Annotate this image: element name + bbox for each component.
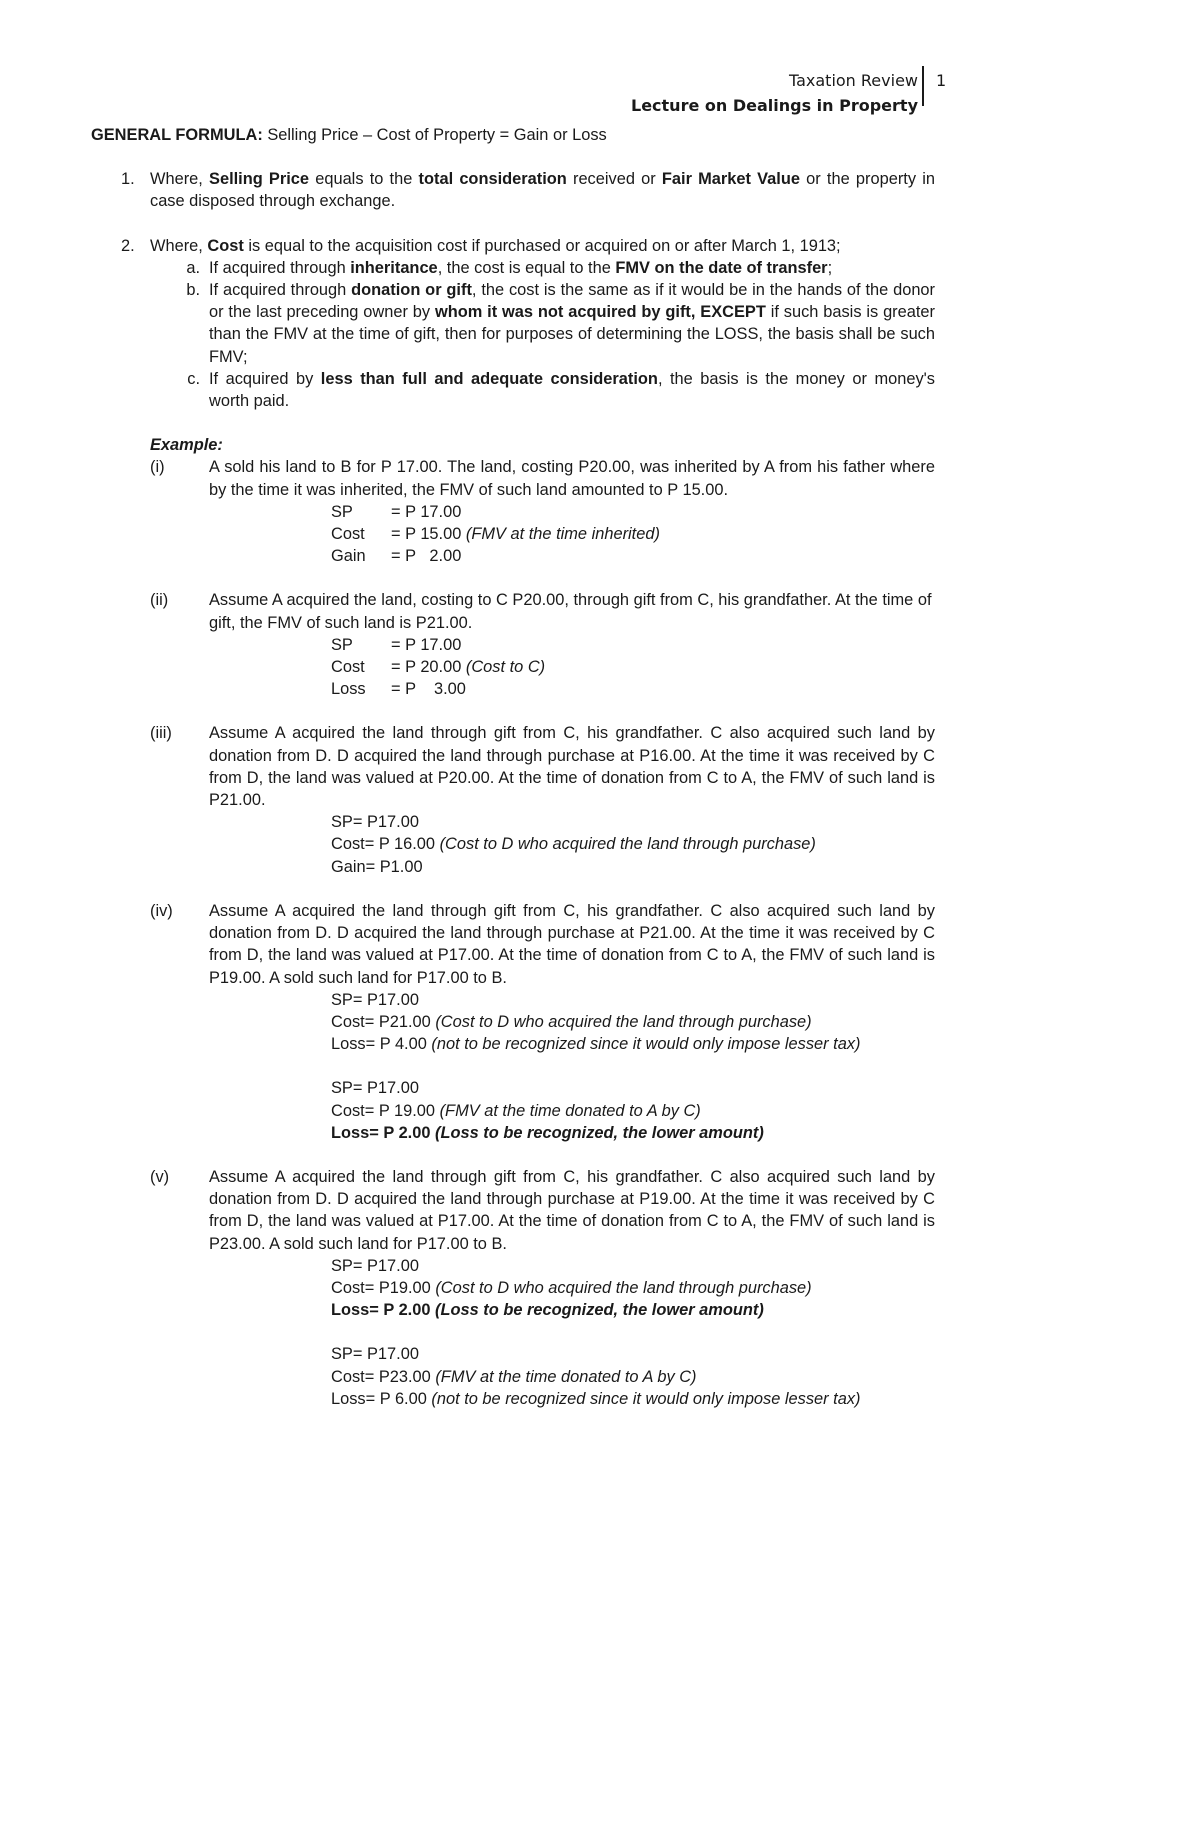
example-iii	[91, 722, 935, 811]
example-heading: Example:	[150, 436, 223, 455]
formula-label: GENERAL FORMULA:	[91, 126, 263, 144]
document-body	[91, 124, 935, 1410]
example-iii-calculation: SP= P17.00 Cost= P 16.00 (Cost to D who acquired the land through purchase) Gain= P1.00	[331, 813, 816, 876]
item-text: Where, Cost is equal to the acquisition cost if purchased or acquired on or after March 1, 1913;	[150, 236, 841, 255]
item-number: 1.	[121, 170, 135, 189]
example-number: (ii)	[150, 591, 169, 610]
header-subtitle: Lecture on Dealings in Property	[631, 96, 918, 115]
item-text: Where, Selling Price equals to the total consideration received or Fair Market Value or the property in case disposed through exchange.	[150, 170, 935, 211]
example-text: Assume A acquired the land, costing to C P20.00, through gift from C, his grandfather. At the time of gift, the FMV of such land is P21.00.	[209, 591, 932, 632]
formula-text: Selling Price – Cost of Property = Gain or Loss	[262, 126, 607, 144]
example-number: (i)	[150, 458, 165, 477]
example-ii	[91, 589, 935, 633]
example-ii-calculation: SP = P 17.00 Cost = P 20.00 (Cost to C) Loss = P 3.00	[331, 635, 546, 699]
example-text: Assume A acquired the land through gift from C, his grandfather. C also acquired such land by donation from D. D acquired the land through purchase at P16.00. At the time it was received by C from D, the land was valued at P20.00. At the time of donation from C to A, the FMV of such land is P21.00.	[209, 724, 935, 810]
list-item-1	[91, 168, 935, 212]
example-i-calculation: SP = P 17.00 Cost = P 15.00 (FMV at the time inherited) Gain = P 2.00	[331, 502, 660, 566]
example-text: A sold his land to B for P 17.00. The land, costing P20.00, was inherited by A from his father where by the time it was inherited, the FMV of such land amounted to P 15.00.	[209, 458, 935, 499]
header-title: Taxation Review	[788, 71, 918, 90]
example-number: (iii)	[150, 724, 172, 743]
sub-item-b	[91, 279, 935, 368]
sub-item-c	[91, 368, 935, 412]
sub-item-text: If acquired through inheritance, the cost is equal to the FMV on the date of transfer;	[209, 258, 833, 277]
example-i	[91, 456, 935, 500]
sub-item-letter: b.	[186, 281, 200, 300]
item-number: 2.	[121, 236, 135, 255]
list-item-2	[91, 235, 935, 257]
sub-item-text: If acquired by less than full and adequate consideration, the basis is the money or money's worth paid.	[209, 369, 935, 411]
sub-item-letter: c.	[187, 369, 200, 388]
sub-item-text: If acquired through donation or gift, the cost is the same as if it would be in the hands of the donor or the last preceding owner by whom it was not acquired by gift, EXCEPT if such basis is greater than the FMV at the time of gift, then for purposes of determining the LOSS, the basis shall be such FMV;	[209, 281, 936, 366]
page-number: 1	[936, 71, 947, 90]
sub-item-a	[91, 257, 935, 279]
example-iv-calculation: SP= P17.00 Cost= P21.00 (Cost to D who acquired the land through purchase) Loss= P 4.00 (not to be recognized since it would only impose lesser tax) SP= P17.00 Cost= P 19.00 (FMV at the time donated to A by C) Loss= P 2.00 (Loss to be recognized, the lower amount)	[331, 990, 861, 1142]
example-text: Assume A acquired the land through gift from C, his grandfather. C also acquired such land by donation from D. D acquired the land through purchase at P19.00. At the time it was received by C from D, the land was valued at P17.00. At the time of donation from C to A, the FMV of such land is P23.00. A sold such land for P17.00 to B.	[209, 1167, 935, 1253]
general-formula	[91, 124, 935, 146]
sub-item-letter: a.	[186, 258, 200, 277]
header-divider	[922, 66, 924, 106]
example-iv	[91, 900, 935, 989]
example-number: (v)	[150, 1167, 170, 1186]
example-number: (iv)	[150, 901, 173, 920]
example-text: Assume A acquired the land through gift from C, his grandfather. C also acquired such land by donation from D. D acquired the land through purchase at P21.00. At the time it was received by C from D, the land was valued at P17.00. At the time of donation from C to A, the FMV of such land is P19.00. A sold such land for P17.00 to B.	[209, 901, 935, 987]
example-v	[91, 1166, 935, 1255]
example-v-calculation: SP= P17.00 Cost= P19.00 (Cost to D who acquired the land through purchase) Loss= P 2.00 (Loss to be recognized, the lower amount) SP= P17.00 Cost= P23.00 (FMV at the time donated to A by C) Loss= P 6.00 (not to be recognized since it would only impose lesser tax)	[331, 1256, 861, 1408]
page-header	[518, 68, 918, 118]
